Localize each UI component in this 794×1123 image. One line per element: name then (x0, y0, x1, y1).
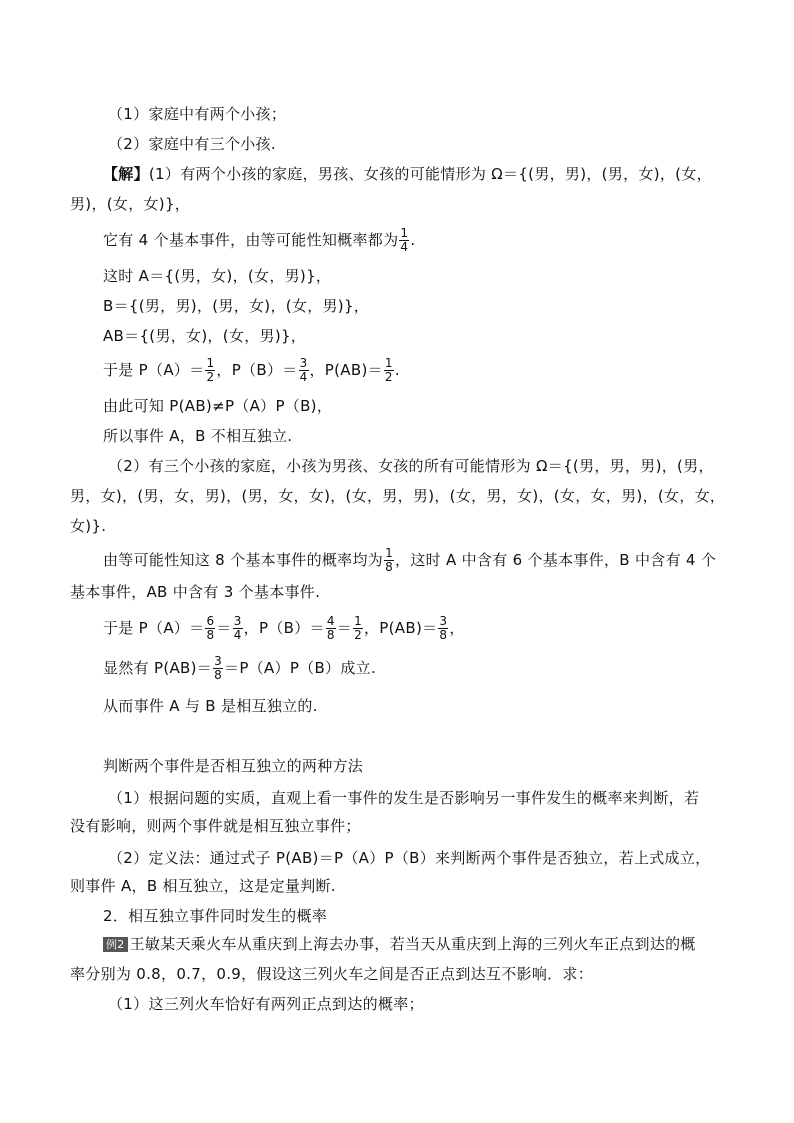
solution-text: (1）有两个小孩的家庭，男孩、女孩的可能情形为 Ω＝{(男，男)，(男，女)，(女， (148, 165, 712, 183)
text: 它有 4 个基本事件，由等可能性知概率都为 (103, 231, 399, 249)
solution-label: 【解】 (103, 165, 149, 183)
example-badge: 例2 (103, 937, 128, 952)
solution-part-2-line-2: 男，女)，(男，女，男)，(男，女，女)，(女，男，男)，(女，男，女)，(女，女，男)，(女，女， (70, 487, 726, 505)
question-part-1: （1）家庭中有两个小孩； (108, 105, 287, 123)
fraction: $\frac{4}{8}$ (326, 614, 335, 642)
event-A: 这时 A＝{(男，女)，(女，男)}， (103, 267, 332, 285)
example-text: 王敏某天乘火车从重庆到上海去办事，若当天从重庆到上海的三列火车正点到达的概 (129, 935, 696, 953)
final-conclusion: 从而事件 A 与 B 是相互独立的. (103, 697, 318, 715)
event-B: B＝{(男，男)，(男，女)，(女，男)}， (103, 297, 370, 315)
method-2-line-2: 则事件 A，B 相互独立，这是定量判断. (70, 877, 336, 895)
solution-part-2-line-5: 基本事件，AB 中含有 3 个基本事件. (70, 583, 321, 601)
solution-part-2-line-3: 女)}. (70, 517, 107, 535)
solution-part-2-line-4: 由等可能性知这 8 个基本事件的概率均为 $\frac{1}{8}$ ，这时 A 中含有 6 个基本事件，B 中含有 4 个 (103, 546, 717, 574)
solution-part-2-line-1: （2）有三个小孩的家庭，小孩为男孩、女孩的所有可能情形为 Ω＝{(男，男，男)，(男， (108, 457, 714, 475)
event-AB: AB＝{(男，女)，(女，男)}， (103, 327, 307, 345)
fraction: $\frac{1}{4}$ (400, 226, 409, 254)
fraction: $\frac{3}{8}$ (439, 614, 448, 642)
example-2-question-1: （1）这三列火车恰好有两列正点到达的概率； (108, 995, 424, 1013)
fraction: $\frac{3}{4}$ (299, 356, 308, 384)
fraction: $\frac{3}{4}$ (233, 614, 242, 642)
method-heading: 判断两个事件是否相互独立的两种方法 (103, 757, 364, 775)
method-1-line-2: 没有影响，则两个事件就是相互独立事件； (70, 817, 361, 835)
question-part-2: （2）家庭中有三个小孩. (108, 135, 276, 153)
fraction: $\frac{1}{2}$ (354, 614, 362, 642)
solution-line-2: 男)，(女，女)}， (70, 195, 191, 213)
fraction: $\frac{1}{2}$ (206, 356, 215, 384)
independence-check: 显然有 P(AB)＝ $\frac{3}{8}$ ＝P（A）P（B）成立. (103, 654, 377, 682)
fraction: $\frac{6}{8}$ (206, 614, 215, 642)
probabilities-three-children: 于是 P（A）＝ $\frac{6}{8}$ ＝ $\frac{3}{4}$ ，P（B）＝ $\frac{4}{8}$ ＝ $\frac{1}{2}$ ，P(AB)＝ $\frac{3}{8}$ ， (103, 614, 465, 642)
method-2-line-1: （2）定义法：通过式子 P(AB)＝P（A）P（B）来判断两个事件是否独立，若上式成立， (108, 849, 711, 867)
fraction: $\frac{1}{8}$ (385, 546, 394, 574)
fraction: $\frac{3}{8}$ (214, 654, 223, 682)
text: . (410, 231, 416, 249)
conclusion-not-independent: 所以事件 A，B 不相互独立. (103, 427, 293, 445)
section-heading: 2．相互独立事件同时发生的概率 (103, 907, 328, 925)
example-2-line-2: 率分别为 0.8，0.7，0.9，假设这三列火车之间是否正点到达互不影响．求： (70, 965, 594, 983)
example-2-line-1 (103, 933, 696, 955)
conclusion-inequality: 由此可知 P(AB)≠P（A）P（B)， (103, 397, 333, 415)
fraction: $\frac{1}{2}$ (384, 356, 393, 384)
method-1-line-1: （1）根据问题的实质，直观上看一事件的发生是否影响另一事件发生的概率来判断，若 (108, 789, 700, 807)
solution-line-3 (103, 227, 415, 254)
solution-line-1 (103, 163, 712, 185)
probabilities-two-children: 于是 P（A）＝ $\frac{1}{2}$ ，P（B）＝ $\frac{3}{4}$ ，P(AB)＝ $\frac{1}{2}$ . (103, 356, 400, 384)
